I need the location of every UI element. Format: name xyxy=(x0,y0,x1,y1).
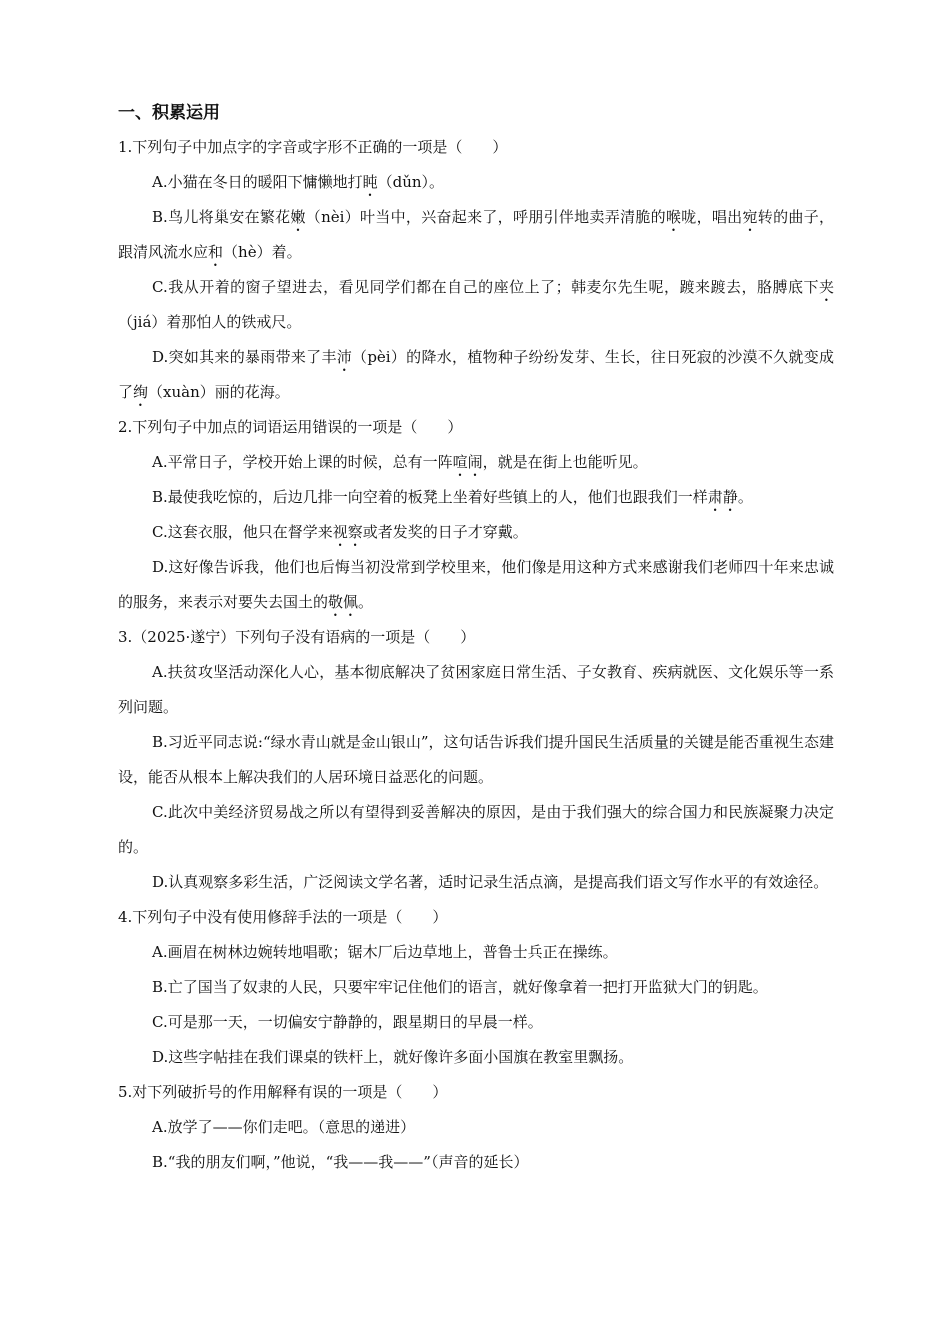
exercise-content xyxy=(118,96,834,1180)
question-1 xyxy=(118,130,834,410)
dotted-emphasis-text: 喉 xyxy=(665,208,682,226)
option-text: C.这套衣服，他只在督学来 xyxy=(152,523,333,541)
answer-option xyxy=(118,1005,834,1040)
option-text: C.此次中美经济贸易战之所以有望得到妥善解决的原因，是由于我们强大的综合国力和民族凝聚力决定的。 xyxy=(118,803,834,856)
option-text: D.认真观察多彩生活，广泛阅读文学名著，适时记录生活点滴，是提高我们语文写作水平的有效途径。 xyxy=(152,873,829,891)
answer-option xyxy=(118,550,834,620)
option-text: （jiá）着那怕人的铁戒尺。 xyxy=(118,313,302,331)
option-text: D.这好像告诉我，他们也后悔当初没常到学校里来，他们像是用这种方式来感谢我们老师四十年来忠诚的服务，来表示对要失去国土的 xyxy=(118,558,834,611)
dotted-emphasis-text: 视察 xyxy=(332,523,363,541)
dotted-emphasis-text: 和 xyxy=(208,243,224,261)
question-list xyxy=(118,130,834,1180)
option-text: B.“我的朋友们啊，”他说，“我——我——”（声音的延长） xyxy=(152,1153,529,1171)
answer-option xyxy=(118,165,834,200)
answer-option xyxy=(118,970,834,1005)
option-text: 或者发奖的日子才穿戴。 xyxy=(362,523,528,541)
answer-option xyxy=(118,795,834,865)
option-text: 咙，唱出 xyxy=(681,208,743,226)
answer-option xyxy=(118,445,834,480)
answer-option xyxy=(118,515,834,550)
option-text: （dǔn）。 xyxy=(377,173,445,191)
dotted-emphasis-text: 沛 xyxy=(336,348,353,366)
option-text: （nèi）叶当中，兴奋起来了，呼朋引伴地卖弄清脆的 xyxy=(305,208,666,226)
option-text: B.亡了国当了奴隶的人民，只要牢牢记住他们的语言，就好像拿着一把打开监狱大门的钥匙。 xyxy=(152,978,768,996)
option-text: （xuàn）丽的花海。 xyxy=(148,383,290,401)
option-text: D.这些字帖挂在我们课桌的铁杆上，就好像许多面小国旗在教室里飘扬。 xyxy=(152,1048,634,1066)
option-text: A.放学了——你们走吧。（意思的递进） xyxy=(152,1118,416,1136)
question-stem: 5.对下列破折号的作用解释有误的一项是（ ） xyxy=(118,1083,448,1101)
answer-option xyxy=(118,1110,834,1145)
option-text: B.习近平同志说:“绿水青山就是金山银山”，这句话告诉我们提升国民生活质量的关键是能否重视生态建设，能否从根本上解决我们的人居环境日益恶化的问题。 xyxy=(118,733,834,786)
option-text: C.可是那一天，一切偏安宁静静的，跟星期日的早晨一样。 xyxy=(152,1013,543,1031)
dotted-emphasis-text: 绚 xyxy=(133,383,149,401)
dotted-emphasis-text: 夹 xyxy=(818,278,834,296)
option-text: 。 xyxy=(358,593,374,611)
dotted-emphasis-text: 宛 xyxy=(742,208,758,226)
dotted-emphasis-text: 盹 xyxy=(362,173,378,191)
question-stem: 3.（2025·遂宁）下列句子没有语病的一项是（ ） xyxy=(118,628,476,646)
question-2 xyxy=(118,410,834,620)
dotted-emphasis-text: 嫩 xyxy=(290,208,306,226)
answer-option xyxy=(118,655,834,725)
option-text: A.画眉在树林边婉转地唱歌；锯木厂后边草地上，普鲁士兵正在操练。 xyxy=(152,943,618,961)
option-text: A.扶贫攻坚活动深化人心，基本彻底解决了贫困家庭日常生活、子女教育、疾病就医、文化娱乐等一系列问题。 xyxy=(118,663,834,716)
question-4 xyxy=(118,900,834,1075)
option-text: （pèi）的降水，植物种子纷纷发芽、生长，往日死寂的沙漠不久就变成了 xyxy=(118,348,834,401)
question-5 xyxy=(118,1075,834,1180)
answer-option xyxy=(118,340,834,410)
option-text: 。 xyxy=(737,488,753,506)
dotted-emphasis-text: 喧闹 xyxy=(452,453,483,471)
option-text: A.平常日子，学校开始上课的时候，总有一阵 xyxy=(152,453,453,471)
answer-option xyxy=(118,1145,834,1180)
answer-option xyxy=(118,935,834,970)
answer-option xyxy=(118,270,834,340)
option-text: 转的曲子，跟清风流水应 xyxy=(118,208,834,261)
answer-option xyxy=(118,1040,834,1075)
option-text: （hè）着。 xyxy=(223,243,302,261)
option-text: C.我从开着的窗子望进去，看见同学们都在自己的座位上了；韩麦尔先生呢，踱来踱去，胳膊底下 xyxy=(152,278,819,296)
dotted-emphasis-text: 敬佩 xyxy=(328,593,359,611)
option-text: B.最使我吃惊的，后边几排一向空着的板凳上坐着好些镇上的人，他们也跟我们一样 xyxy=(152,488,708,506)
section-title: 一、积累运用 xyxy=(118,103,220,123)
question-stem: 1.下列句子中加点字的字音或字形不正确的一项是（ ） xyxy=(118,138,508,156)
question-stem: 2.下列句子中加点的词语运用错误的一项是（ ） xyxy=(118,418,463,436)
option-text: A.小猫在冬日的暖阳下慵懒地打 xyxy=(152,173,363,191)
answer-option xyxy=(118,725,834,795)
option-text: ，就是在街上也能听见。 xyxy=(482,453,648,471)
option-text: B.鸟儿将巢安在繁花 xyxy=(152,208,291,226)
option-text: D.突如其来的暴雨带来了丰 xyxy=(152,348,337,366)
answer-option xyxy=(118,200,834,270)
question-stem: 4.下列句子中没有使用修辞手法的一项是（ ） xyxy=(118,908,448,926)
dotted-emphasis-text: 肃静 xyxy=(707,488,738,506)
answer-option xyxy=(118,865,834,900)
question-3 xyxy=(118,620,834,900)
answer-option xyxy=(118,480,834,515)
